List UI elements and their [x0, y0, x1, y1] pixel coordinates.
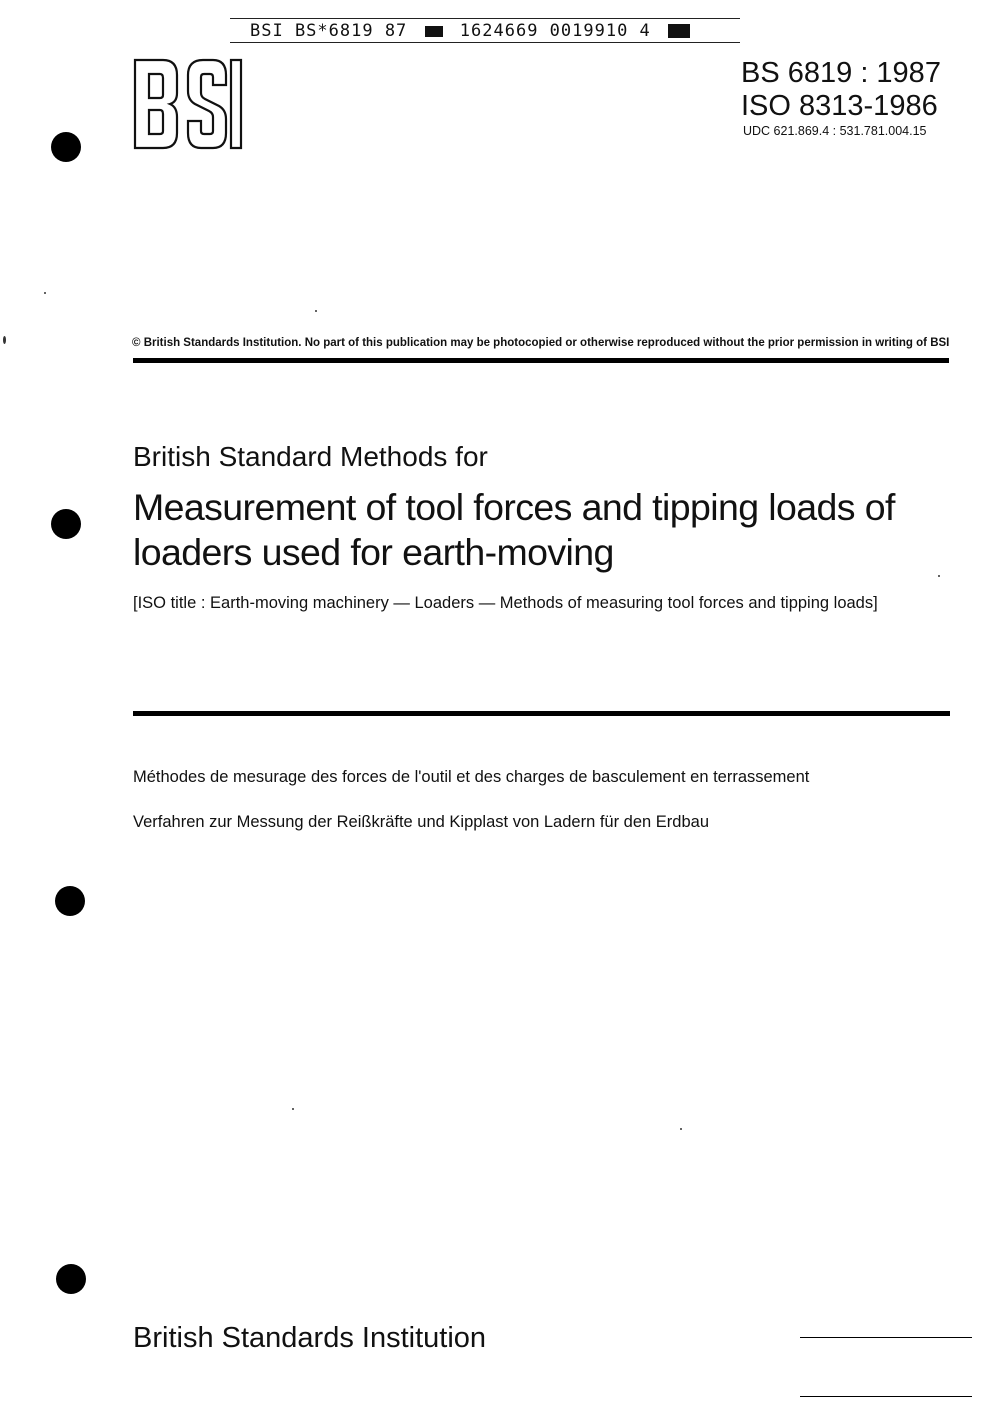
header-code-line [230, 18, 740, 43]
hole-punch [55, 886, 85, 916]
hole-punch [51, 509, 81, 539]
scan-line [800, 1396, 972, 1397]
redaction-block [425, 26, 443, 37]
scan-speck [938, 575, 940, 577]
document-title: Measurement of tool forces and tipping loads of loaders used for earth-moving [133, 486, 895, 573]
iso-number: ISO 8313-1986 [741, 90, 938, 122]
udc-number: UDC 621.869.4 : 531.781.004.15 [743, 124, 927, 138]
document-subtitle: British Standard Methods for [133, 441, 488, 472]
bs-number: BS 6819 : 1987 [741, 57, 941, 89]
scan-line [800, 1337, 972, 1338]
hole-punch [56, 1264, 86, 1294]
bsi-logo [133, 57, 243, 151]
french-title: Méthodes de mesurage des forces de l'outil et des charges de basculement en terrassement [133, 768, 810, 786]
iso-title: [ISO title : Earth-moving machinery — Loaders — Methods of measuring tool forces and tipping loads] [133, 594, 878, 612]
scan-speck [3, 336, 6, 344]
copyright-notice [132, 337, 952, 349]
copyright-symbol: © [132, 337, 141, 349]
publisher-name: British Standards Institution [133, 1322, 487, 1354]
middle-rule [133, 711, 950, 716]
scan-speck [292, 1108, 294, 1110]
german-title: Verfahren zur Messung der Reißkräfte und Kipplast von Ladern für den Erdbau [133, 813, 710, 831]
header-code-part2: 1624669 0019910 4 [459, 21, 651, 41]
copyright-text: British Standards Institution. No part of this publication may be photocopied or otherwise reproduced without the prior permission in writing of BSI [143, 337, 950, 349]
header-code-part1: BSI BS*6819 87 [250, 21, 408, 41]
redaction-block [668, 24, 690, 38]
top-rule [133, 358, 949, 363]
scan-speck [44, 292, 46, 294]
scan-speck [315, 310, 317, 312]
scan-speck [680, 1128, 682, 1130]
hole-punch [51, 132, 81, 162]
